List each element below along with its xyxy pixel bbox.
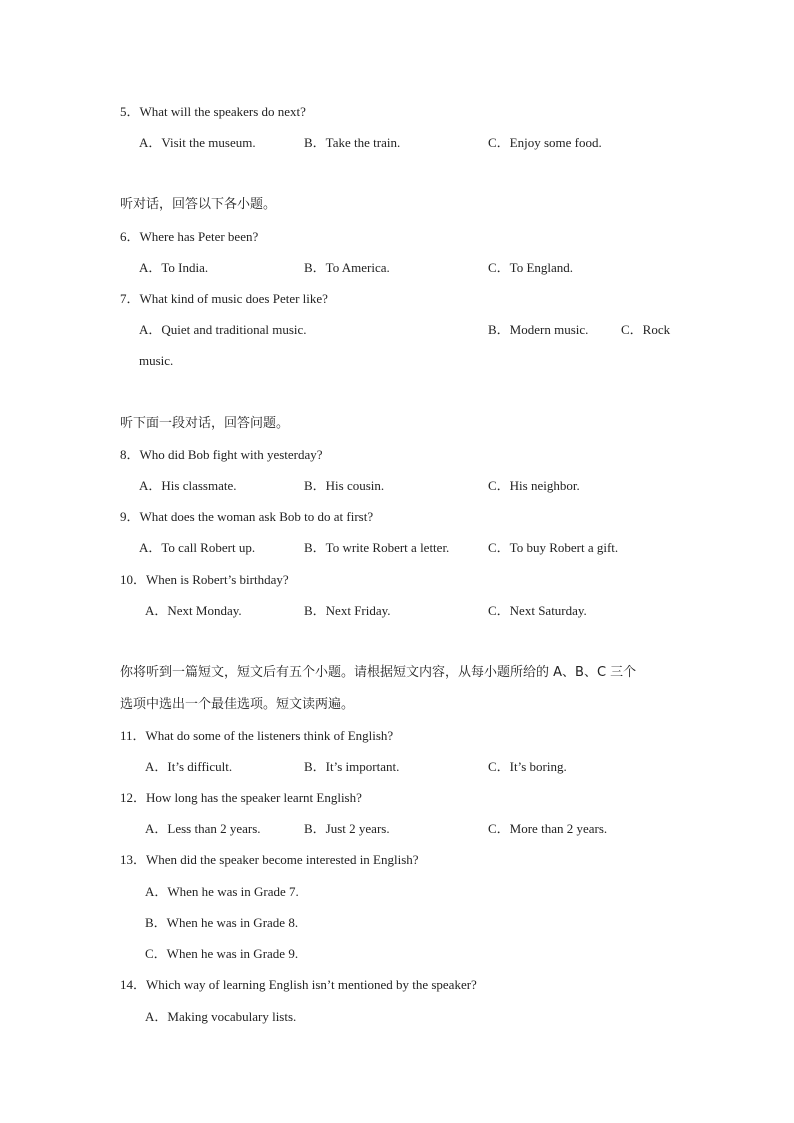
q6-option-b: B．To America.: [304, 260, 390, 275]
q5-option-c: C．Enjoy some food.: [488, 135, 602, 150]
q8-option-a: A．His classmate.: [139, 478, 237, 493]
q12-option-a: A．Less than 2 years.: [145, 821, 261, 836]
q7-option-b: B．Modern music.: [488, 322, 589, 337]
q8-option-c: C．His neighbor.: [488, 478, 580, 493]
section-instruction: 听对话，回答以下各小题。: [120, 197, 277, 212]
section-instruction-line1: 你将听到一篇短文，短文后有五个小题。请根据短文内容，从每小题所给的 A、B、C 三个: [120, 665, 637, 680]
q9-option-a: A．To call Robert up.: [139, 540, 256, 555]
q14-option-a: A．Making vocabulary lists.: [145, 1009, 297, 1024]
section-instruction: 听下面一段对话，回答问题。: [120, 416, 290, 431]
q6-option-a: A．To India.: [139, 260, 209, 275]
q11-stem: 11．What do some of the listeners think of English?: [120, 728, 394, 743]
q5-option-a: A．Visit the museum.: [139, 135, 256, 150]
q9-option-c: C．To buy Robert a gift.: [488, 540, 619, 555]
q11-option-b: B．It’s important.: [304, 759, 400, 774]
q10-stem: 10．When is Robert’s birthday?: [120, 572, 289, 587]
q11-option-a: A．It’s difficult.: [145, 759, 233, 774]
q8-stem: 8．Who did Bob fight with yesterday?: [120, 447, 323, 462]
q5-stem: 5．What will the speakers do next?: [120, 104, 306, 119]
q10-option-c: C．Next Saturday.: [488, 603, 587, 618]
q13-option-b: B．When he was in Grade 8.: [145, 915, 299, 930]
q5-option-b: B．Take the train.: [304, 135, 401, 150]
q13-option-c: C．When he was in Grade 9.: [145, 946, 299, 961]
q7-option-c-continued: music.: [139, 353, 174, 368]
q6-option-c: C．To England.: [488, 260, 574, 275]
section-instruction-line2: 选项中选出一个最佳选项。短文读两遍。: [120, 697, 355, 712]
q12-stem: 12．How long has the speaker learnt English?: [120, 790, 362, 805]
q13-option-a: A．When he was in Grade 7.: [145, 884, 299, 899]
q8-option-b: B．His cousin.: [304, 478, 385, 493]
q7-option-a: A．Quiet and traditional music.: [139, 322, 307, 337]
q11-option-c: C．It’s boring.: [488, 759, 567, 774]
q6-stem: 6．Where has Peter been?: [120, 229, 259, 244]
q10-option-b: B．Next Friday.: [304, 603, 391, 618]
q7-option-c: C．Rock: [621, 322, 671, 337]
q13-stem: 13．When did the speaker become interested in English?: [120, 852, 419, 867]
q12-option-c: C．More than 2 years.: [488, 821, 608, 836]
q10-option-a: A．Next Monday.: [145, 603, 242, 618]
q9-stem: 9．What does the woman ask Bob to do at first?: [120, 509, 374, 524]
q12-option-b: B．Just 2 years.: [304, 821, 390, 836]
q14-stem: 14．Which way of learning English isn’t mentioned by the speaker?: [120, 977, 477, 992]
q7-stem: 7．What kind of music does Peter like?: [120, 291, 328, 306]
q9-option-b: B．To write Robert a letter.: [304, 540, 450, 555]
